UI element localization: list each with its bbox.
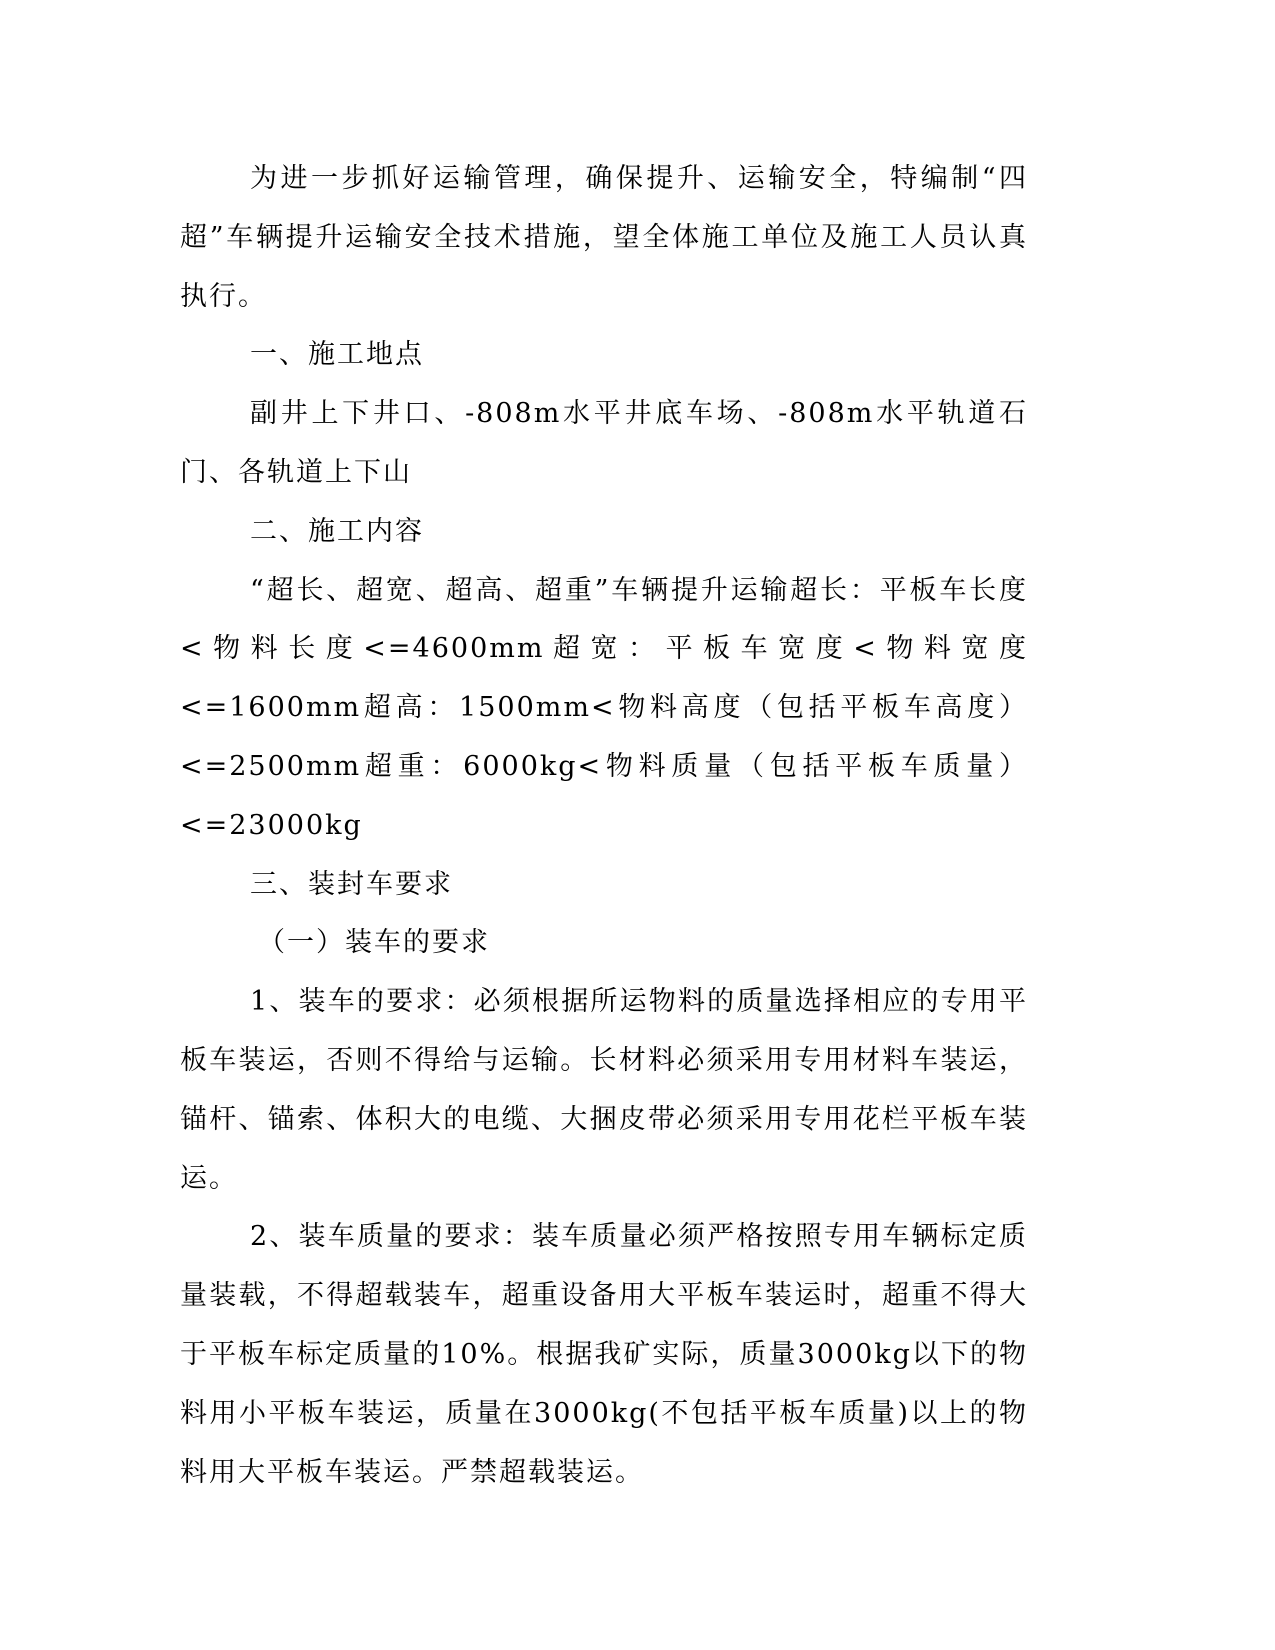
paragraph-loading-rule-2: 2、装车质量的要求：装车质量必须严格按照专用车辆标定质量装载，不得超载装车，超重设备用大平板车装运时，超重不得大于平板车标定质量的10%。根据我矿实际，质量3000kg以下的物料用小平板车装运，质量在3000kg(不包括平板车质量)以上的物料用大平板车装运。严禁超载装运。 bbox=[180, 1221, 1028, 1488]
paragraph-construction-site: 副井上下井口、-808m水平井底车场、-808m水平轨道石门、各轨道上下山 bbox=[180, 398, 1028, 488]
paragraph-intro: 为进一步抓好运输管理，确保提升、运输安全，特编制“四超”车辆提升运输安全技术措施，望全体施工单位及施工人员认真执行。 bbox=[180, 163, 1028, 312]
heading-construction-content: 二、施工内容 bbox=[250, 515, 424, 547]
heading-construction-site: 一、施工地点 bbox=[250, 339, 424, 371]
subheading-loading-requirements: （一）装车的要求 bbox=[258, 927, 490, 959]
paragraph-construction-content: “超长、超宽、超高、超重”车辆提升运输超长：平板车长度<物料长度<=4600mm超宽：平板车宽度<物料宽度<=1600mm超高：1500mm<物料高度（包括平板车高度）<=2500mm超重：6000kg<物料质量（包括平板车质量）<=23000kg bbox=[180, 574, 1028, 841]
paragraph-loading-rule-1: 1、装车的要求：必须根据所运物料的质量选择相应的专用平板车装运，否则不得给与运输。长材料必须采用专用材料车装运，锚杆、锚索、体积大的电缆、大捆皮带必须采用专用花栏平板车装运。 bbox=[180, 986, 1028, 1194]
heading-loading-requirements: 三、装封车要求 bbox=[250, 868, 453, 900]
document-body bbox=[180, 150, 1028, 1502]
